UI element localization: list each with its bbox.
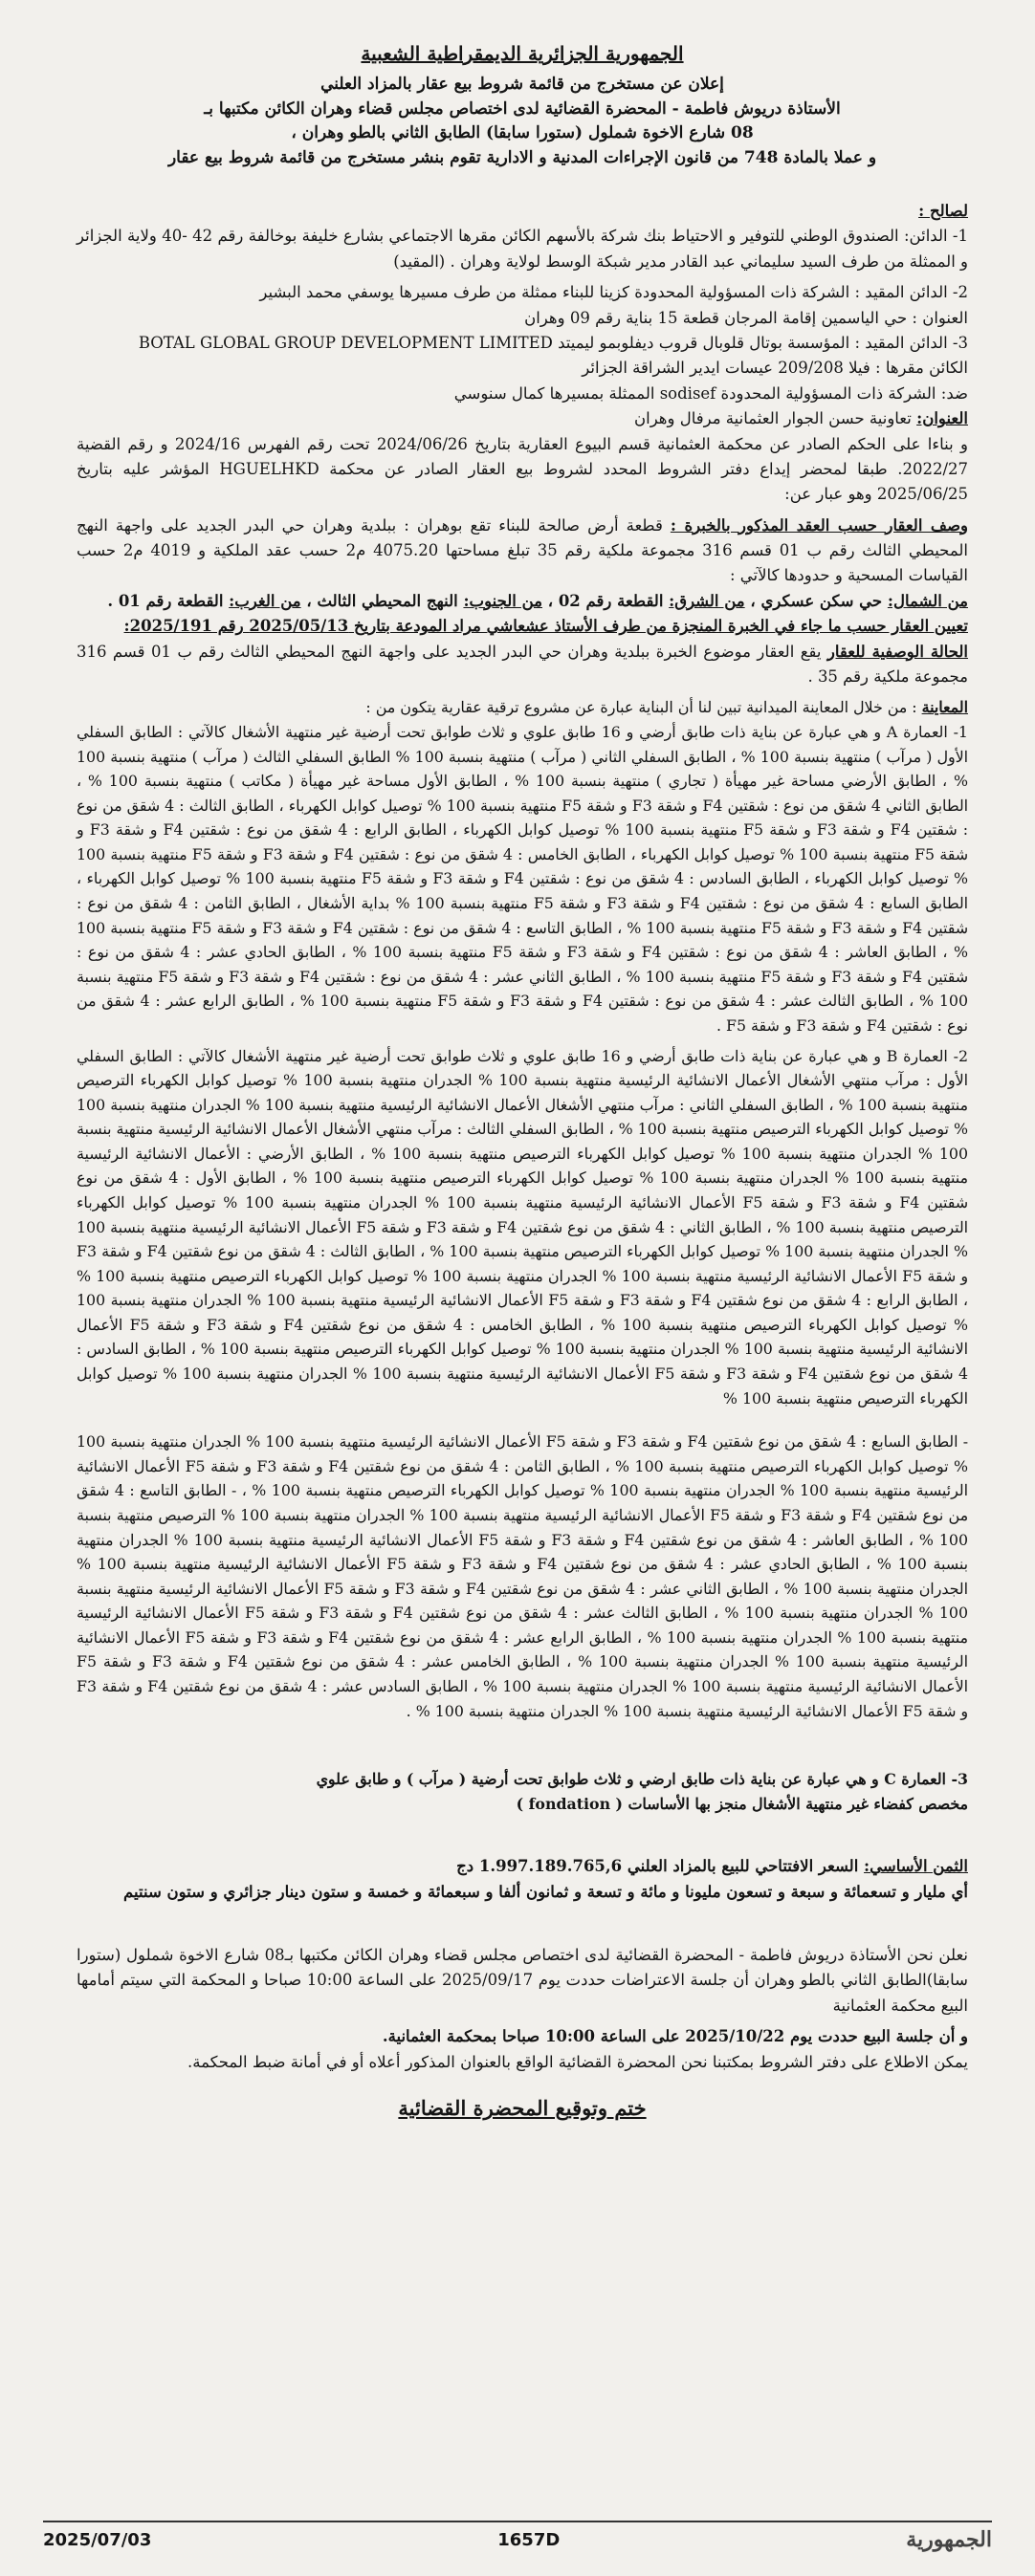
- office-line: الأستاذة دريوش فاطمة - المحضرة القضائية لدى اختصاص مجلس قضاء وهران الكائن مكتبها بـ: [204, 98, 841, 119]
- page-footer: [43, 2521, 992, 2559]
- newspaper-logo: الجمهورية: [906, 2527, 992, 2553]
- price-in-words: أي مليار و تسعمائة و سبعة و تسعون مليونا و مائة و تسعة و ثمانون ألفا و سبعمائة و خمسة و ستون دينار جزائري و ستون سنتيم: [123, 1882, 968, 1901]
- debtor-address-label: العنوان:: [916, 409, 968, 428]
- consultation-note: يمكن الاطلاع على دفتر الشروط بمكتبنا نحن المحضرة القضائية الواقع بالعنوان المذكور أعلاه أو في أمانة ضبط المحكمة.: [187, 2052, 968, 2071]
- description-label: وصف العقار حسب العقد المذكور بالخبرة :: [670, 515, 968, 535]
- building-b-continued: - الطابق السابع : 4 شقق من نوع شقتين F4 و شقة F3 و شقة F5 الأعمال الانشائية الرئيسية منتهية بنسبة 100 % الجدران منتهية بنسبة 100 % توصيل كوابل الكهرباء الترصيص منتهية بنسبة 100 % ، الطابق الثامن : 4 شقق من نوع شقتين F4 و شقة F3 و شقة F5 الأعمال الانشائية الرئيسية منتهية بنسبة 100 % الجدران منتهية بنسبة 100 % توصيل كوابل الكهرباء الترصيص منتهية بنسبة 100 % ، - الطابق التاسع : 4 شقق من نوع شقتين F4 و شقة F3 و شقة F5 الأعمال الانشائية الرئيسية منتهية بنسبة 100 % الجدران منتهية بنسبة 100 % الترصيص منتهية بنسبة 100 % ، الطابق العاشر : 4 شقق من نوع شقتين F4 و شقة F3 و شقة F5 الأعمال الانشائية الرئيسية منتهية بنسبة 100 % الجدران منتهية بنسبة 100 % ، الطابق الحادي عشر : 4 شقق من نوع شقتين F4 و شقة F3 و شقة F5 الأعمال الانشائية الرئيسية منتهية بنسبة 100 % الجدران منتهية بنسبة 100 % ، الطابق الثاني عشر : 4 شقق من نوع شقتين F4 و شقة F3 و شقة F5 الأعمال الانشائية الرئيسية منتهية بنسبة 100 % الجدران منتهية بنسبة 100 % ، الطابق الثالث عشر : 4 شقق من نوع شقتين F4 و شقة F3 و شقة F5 الأعمال الانشائية الرئيسية منتهية بنسبة 100 % الجدران منتهية بنسبة 100 % ، الطابق الرابع عشر : 4 شقق من نوع شقتين F4 و شقة F3 و شقة F5 الأعمال الانشائية الرئيسية منتهية بنسبة 100 % الجدران منتهية بنسبة 100 % ، الطابق الخامس عشر : 4 شقق من نوع شقتين F4 و شقة F3 و شقة F5 الأعمال الانشائية الرئيسية منتهية بنسبة 100 % الجدران منتهية بنسبة 100 % ، الطابق السادس عشر : 4 شقق من نوع شقتين F4 و شقة F3 و شقة F5 الأعمال الانشائية الرئيسية منتهية بنسبة 100 % الجدران منتهية بنسبة 100 % .: [77, 1432, 969, 1720]
- description-text: قطعة أرض صالحة للبناء تقع بوهران : ببلدية وهران حي البدر الجديد على واجهة النهج المحيطي الثالث رقم ب 01 قسم 316 مجموعة ملكية رقم 35 تبلغ مساحتها 4075.20 م2 حسب عقد الملكية و 4019 م2 حسب القياسات المسحية و حدودها كالآتي :: [77, 515, 968, 585]
- creditor-3-address: الكائن مقرها : فيلا 209/208 عيسات ايدير الشراقة الجزائر: [582, 359, 968, 378]
- office-address: 08 شارع الاخوة شملول (ستورا سابقا) الطابق الثاني بالطو وهران ،: [291, 123, 754, 142]
- state-label: الحالة الوصفية للعقار: [826, 642, 969, 661]
- parties-title: لصالح :: [918, 202, 968, 220]
- inspection-section: المعاينة : من خلال المعاينة الميدانية تبين لنا أن البناية عبارة عن مشروع ترقية عقارية يتكون من : 1- العمارة A و هي عبارة عن بناية ذات طابق أرضي و 16 طابق علوي و ثلاث طوابق تحت أرضية غير منتهية الأشغال كالآتي : الطابق السفلي الأول ( مرآب ) منتهية بنسبة 100 % ، الطابق السفلي الثاني ( مرآب ) منتهية بنسبة 100 % الطابق السفلي الثالث ( مرآب ) منتهية بنسبة 100 % ، الطابق الأرضي مساحة غير مهيأة ( تجاري ) منتهية بنسبة 100 % ، الطابق الأول مساحة غير مهيأة ( مكاتب ) منتهية بنسبة 100 % ، الطابق الثاني 4 شقق من نوع : شقتين F4 و شقة F3 و شقة F5 منتهية بنسبة 100 % توصيل كوابل الكهرباء ، الطابق الثالث : 4 شقق من نوع : شقتين F4 و شقة F3 و شقة F5 منتهية بنسبة 100 % توصيل كوابل الكهرباء ، الطابق الرابع : 4 شقق من نوع : شقتين F4 و شقة F3 و شقة F5 منتهية بنسبة 100 % توصيل كوابل الكهرباء ، الطابق الخامس : 4 شقق من نوع : شقتين F4 و شقة F3 و شقة F5 منتهية بنسبة 100 % توصيل كوابل الكهرباء ، الطابق السادس : 4 شقق من نوع : شقتين F4 و شقة F3 و شقة F5 منتهية بنسبة 100 % توصيل كوابل الكهرباء ، الطابق السابع : 4 شقق من نوع : شقتين F4 و شقة F3 و شقة F5 منتهية بنسبة 100 % بداية الأشغال ، الطابق الثامن : 4 شقق من نوع : شقتين F4 و شقة F3 و شقة F5 منتهية بنسبة 100 % ، الطابق التاسع : 4 شقق من نوع : شقتين F4 و شقة F3 و شقة F5 منتهية بنسبة 100 % ، الطابق العاشر : 4 شقق من نوع : شقتين F4 و شقة F3 و شقة F5 منتهية بنسبة 100 % ، الطابق الحادي عشر : 4 شقق من نوع : شقتين F4 و شقة F3 و شقة F5 منتهية بنسبة 100 % ، الطابق الثاني عشر : 4 شقق من نوع : شقتين F4 و شقة F3 و شقة F5 منتهية بنسبة 100 % ، الطابق الثالث عشر : 4 شقق من نوع : شقتين F4 و شقة F3 و شقة F5 منتهية بنسبة 100 % ، الطابق الرابع عشر : 4 شقق من نوع : شقتين F4 و شقة F3 و شقة F5 . 2- العمارة B و هي عبارة عن بناية ذات طابق أرضي و 16 طابق علوي و ثلاث طوابق تحت أرضية غير منتهية الأشغال كالآتي : الطابق السفلي الأول : مرآب منتهي الأشغال الأعمال الانشائية الرئيسية منتهية بنسبة 100 % الجدران منتهية بنسبة 100 % توصيل كوابل الكهرباء الترصيص منتهية بنسبة 100 % ، الطابق السفلي الثاني : مرآب منتهي الأشغال الأعمال الانشائية الرئيسية منتهية بنسبة 100 % الجدران منتهية بنسبة 100 % توصيل كوابل الكهرباء الترصيص منتهية بنسبة 100 % ، الطابق السفلي الثالث : مرآب منتهي الأشغال الأعمال الانشائية الرئيسية منتهية بنسبة 100 % الجدران منتهية بنسبة 100 % توصيل كوابل الكهرباء الترصيص منتهية بنسبة 100 % ، الطابق الأرضي : الأعمال الانشائية الرئيسية منتهية بنسبة 100 % الجدران منتهية بنسبة 100 % توصيل كوابل الكهرباء الترصيص منتهية بنسبة 100 % ، الطابق الأول : 4 شقق من نوع شقتين F4 و شقة F3 و شقة F5 الأعمال الانشائية الرئيسية منتهية بنسبة 100 % الجدران منتهية بنسبة 100 % توصيل كوابل الكهرباء الترصيص منتهية بنسبة 100 % ، الطابق الثاني : 4 شقق من نوع شقتين F4 و شقة F3 و شقة F5 الأعمال الانشائية الرئيسية منتهية بنسبة 100 % الجدران منتهية بنسبة 100 % توصيل كوابل الكهرباء الترصيص منتهية بنسبة 100 % ، الطابق الثالث : 4 شقق من نوع شقتين F4 و شقة F3 و شقة F5 الأعمال الانشائية الرئيسية منتهية بنسبة 100 % الجدران منتهية بنسبة 100 % توصيل كوابل الكهرباء الترصيص منتهية بنسبة 100 % ، الطابق الرابع : 4 شقق من نوع شقتين F4 و شقة F3 و شقة F5 الأعمال الانشائية الرئيسية منتهية بنسبة 100 % الجدران منتهية بنسبة 100 % توصيل كوابل الكهرباء الترصيص منتهية بنسبة 100 % ، الطابق الخامس : 4 شقق من نوع شقتين F4 و شقة F3 و شقة F5 الأعمال الانشائية الرئيسية منتهية بنسبة 100 % الجدران منتهية بنسبة 100 % توصيل كوابل الكهرباء الترصيص منتهية بنسبة 100 % ، الطابق السادس : 4 شقق من نوع شقتين F4 و شقة F3 و شقة F5 الأعمال الانشائية الرئيسية منتهية بنسبة 100 % الجدران منتهية بنسبة 100 % توصيل كوابل الكهرباء الترصيص منتهية بنسبة 100 % - الطابق السابع : 4 شقق من نوع شقتين F4 و شقة F3 و شقة F5 الأعمال الانشائية الرئيسية منتهية بنسبة 100 % الجدران منتهية بنسبة 100 % توصيل كوابل الكهرباء الترصيص منتهية بنسبة 100 % ، الطابق الثامن : 4 شقق من نوع شقتين F4 و شقة F3 و شقة F5 الأعمال الانشائية الرئيسية منتهية بنسبة 100 % الجدران منتهية بنسبة 100 % توصيل كوابل الكهرباء الترصيص منتهية بنسبة 100 % ، - الطابق التاسع : 4 شقق من نوع شقتين F4 و شقة F3 و شقة F5 الأعمال الانشائية الرئيسية منتهية بنسبة 100 % الجدران منتهية بنسبة 100 % الترصيص منتهية بنسبة 100 % ، الطابق العاشر : 4 شقق من نوع شقتين F4 و شقة F3 و شقة F5 الأعمال الانشائية الرئيسية منتهية بنسبة 100 % الجدران منتهية بنسبة 100 % ، الطابق الحادي عشر : 4 شقق من نوع شقتين F4 و شقة F3 و شقة F5 الأعمال الانشائية الرئيسية منتهية بنسبة 100 % الجدران منتهية بنسبة 100 % ، الطابق الثاني عشر : 4 شقق من نوع شقتين F4 و شقة F3 و شقة F5 الأعمال الانشائية الرئيسية منتهية بنسبة 100 % الجدران منتهية بنسبة 100 % ، الطابق الثالث عشر : 4 شقق من نوع شقتين F4 و شقة F3 و شقة F5 الأعمال الانشائية الرئيسية منتهية بنسبة 100 % الجدران منتهية بنسبة 100 % ، الطابق الرابع عشر : 4 شقق من نوع شقتين F4 و شقة F3 و شقة F5 الأعمال الانشائية الرئيسية منتهية بنسبة 100 % الجدران منتهية بنسبة 100 % ، الطابق الخامس عشر : 4 شقق من نوع شقتين F4 و شقة F3 و شقة F5 الأعمال الانشائية الرئيسية منتهية بنسبة 100 % الجدران منتهية بنسبة 100 % ، الطابق السادس عشر : 4 شقق من نوع شقتين F4 و شقة F3 و شقة F5 الأعمال الانشائية الرئيسية منتهية بنسبة 100 % الجدران منتهية بنسبة 100 % . 3- العمارة C و هي عبارة عن بناية ذات طابق ارضي و ثلاث طوابق تحت أرضية ( مرآب ) و طابق علوي مخصص كفضاء غير منتهية الأشغال منجز بها الأساسات ( fondation ): [77, 695, 968, 1816]
- signature-line: ختم وتوقيع المحضرة القضائية: [398, 2096, 647, 2121]
- west-value: القطعة رقم 01 .: [107, 591, 224, 610]
- inspection-intro: من خلال المعاينة الميدانية تبين لنا أن البناية عبارة عن مشروع ترقية عقارية يتكون من :: [365, 698, 908, 717]
- north-value: حي سكن عسكري: [760, 591, 883, 610]
- east-value: القطعة رقم 02: [558, 591, 664, 610]
- legal-article-line: و عملا بالمادة 748 من قانون الإجراءات المدنية و الادارية تقوم بنشر مستخرج من قائمة شروط بيع عقار: [167, 147, 877, 167]
- property-boundaries: من الشمال: حي سكن عسكري ، من الشرق: القطعة رقم 02 ، من الجنوب: النهج المحيطي الثالث ، من الغرب: القطعة رقم 01 .: [107, 591, 968, 610]
- state-text: يقع العقار موضوع الخبرة ببلدية وهران حي البدر الجديد على واجهة النهج المحيطي الثالث رقم ب 01 قسم 316 مجموعة ملكية رقم 35 .: [77, 642, 968, 687]
- debtor-address-value: تعاونية حسن الجوار العثمانية مرفال وهران: [634, 409, 912, 428]
- creditor-2: 2- الدائن المقيد : الشركة ذات المسؤولية المحدودة كزينا للبناء ممثلة من طرف مسيرها يوسفي محمد البشير: [259, 283, 968, 302]
- creditor-3: 3- الدائن المقيد : المؤسسة بوتال قلوبال قروب ديفلوبمو ليميتد BOTAL GLOBAL GROUP DEVELOPMENT LIMITED: [138, 333, 968, 352]
- creditor-2-address: العنوان : حي الياسمين إقامة المرجان قطعة 15 بناية رقم 09 وهران: [524, 308, 968, 327]
- west-label: من الغرب:: [229, 591, 301, 610]
- hearing-notice: نعلن نحن الأستاذة دريوش فاطمة - المحضرة القضائية لدى اختصاص مجلس قضاء وهران الكائن مكتبها بـ08 شارع الاخوة شملول (ستورا سابقا)الطابق الثاني بالطو وهران أن جلسة الاعتراضات حددت يوم 2025/09/17 على الساعة 10:00 صباحا و المحكمة التي سيتم أمامها البيع محكمة العثمانية: [77, 1946, 968, 2015]
- ad-code: 1657D: [497, 2529, 561, 2550]
- property-state: [77, 640, 968, 690]
- ruling-paragraph: و بناءا على الحكم الصادر عن محكمة العثمانية قسم البيوع العقارية بتاريخ 2024/06/26 تحت رقم الفهرس 2024/16 و رقم القضية 2022/27. طبقا لمحضر إيداع دفتر الشروط المحدد لشروط بيع العقار الصادر عن محكمة HGUELHKD المؤشر عليه بتاريخ 2025/06/25 وهو عبار عن:: [77, 434, 968, 504]
- property-description: [77, 513, 968, 589]
- publication-date: 2025/07/03: [43, 2529, 152, 2550]
- inspection-label: المعاينة: [921, 698, 968, 717]
- north-label: من الشمال:: [887, 591, 968, 610]
- building-c-foundation: مخصص كفضاء غير منتهية الأشغال منجز بها الأساسات ( fondation ): [516, 1794, 968, 1813]
- announce-title: إعلان عن مستخرج من قائمة شروط بيع عقار بالمزاد العلني: [320, 75, 724, 94]
- creditor-1: 1- الدائن: الصندوق الوطني للتوفير و الاحتياط بنك شركة بالأسهم الكائن مقرها الاجتماعي بشارع خليفة بوخالفة رقم 42 -40 ولاية الجزائر و الممثلة من طرف السيد سليماني عبد القادر مدير شبكة الوسط لولاية وهران . (المقيد): [77, 227, 968, 271]
- debtor: ضد: الشركة ذات المسؤولية المحدودة sodisef الممثلة بمسيرها كمال سنوسي: [453, 383, 968, 403]
- closing-section: [77, 1943, 968, 2125]
- south-value: النهج المحيطي الثالث: [317, 591, 458, 610]
- sale-date: و أن جلسة البيع حددت يوم 2025/10/22 على الساعة 10:00 صباحا بمحكمة العثمانية.: [382, 2027, 968, 2046]
- building-a: 1- العمارة A و هي عبارة عن بناية ذات طابق أرضي و 16 طابق علوي و ثلاث طوابق تحت أرضية غير منتهية الأشغال كالآتي : الطابق السفلي الأول ( مرآب ) منتهية بنسبة 100 % ، الطابق السفلي الثاني ( مرآب ) منتهية بنسبة 100 % الطابق السفلي الثالث ( مرآب ) منتهية بنسبة 100 % ، الطابق الأرضي مساحة غير مهيأة ( تجاري ) منتهية بنسبة 100 % ، الطابق الأول مساحة غير مهيأة ( مكاتب ) منتهية بنسبة 100 % ، الطابق الثاني 4 شقق من نوع : شقتين F4 و شقة F3 و شقة F5 منتهية بنسبة 100 % توصيل كوابل الكهرباء ، الطابق الثالث : 4 شقق من نوع : شقتين F4 و شقة F3 و شقة F5 منتهية بنسبة 100 % توصيل كوابل الكهرباء ، الطابق الرابع : 4 شقق من نوع : شقتين F4 و شقة F3 و شقة F5 منتهية بنسبة 100 % توصيل كوابل الكهرباء ، الطابق الخامس : 4 شقق من نوع : شقتين F4 و شقة F3 و شقة F5 منتهية بنسبة 100 % توصيل كوابل الكهرباء ، الطابق السادس : 4 شقق من نوع : شقتين F4 و شقة F3 و شقة F5 منتهية بنسبة 100 % توصيل كوابل الكهرباء ، الطابق السابع : 4 شقق من نوع : شقتين F4 و شقة F3 و شقة F5 منتهية بنسبة 100 % بداية الأشغال ، الطابق الثامن : 4 شقق من نوع : شقتين F4 و شقة F3 و شقة F5 منتهية بنسبة 100 % ، الطابق التاسع : 4 شقق من نوع : شقتين F4 و شقة F3 و شقة F5 منتهية بنسبة 100 % ، الطابق العاشر : 4 شقق من نوع : شقتين F4 و شقة F3 و شقة F5 منتهية بنسبة 100 % ، الطابق الحادي عشر : 4 شقق من نوع : شقتين F4 و شقة F3 و شقة F5 منتهية بنسبة 100 % ، الطابق الثاني عشر : 4 شقق من نوع : شقتين F4 و شقة F3 و شقة F5 منتهية بنسبة 100 % ، الطابق الثالث عشر : 4 شقق من نوع : شقتين F4 و شقة F3 و شقة F5 منتهية بنسبة 100 % ، الطابق الرابع عشر : 4 شقق من نوع : شقتين F4 و شقة F3 و شقة F5 .: [77, 723, 969, 1035]
- parties-section: [77, 199, 968, 432]
- building-c: 3- العمارة C و هي عبارة عن بناية ذات طابق ارضي و ثلاث طوابق تحت أرضية ( مرآب ) و طابق علوي: [316, 1770, 968, 1789]
- south-label: من الجنوب:: [463, 591, 542, 610]
- price-value: السعر الافتتاحي للبيع بالمزاد العلني 1.997.189.765,6 دج: [456, 1857, 859, 1876]
- price-label: الثمن الأساسي:: [864, 1857, 968, 1876]
- expertise-appointment: تعيين العقار حسب ما جاء في الخبرة المنجزة من طرف الأستاذ عشعاشي مراد المودعة بتاريخ 2025/05/13 رقم 2025/191:: [123, 617, 968, 636]
- debtor-address: [77, 406, 968, 431]
- building-b: 2- العمارة B و هي عبارة عن بناية ذات طابق أرضي و 16 طابق علوي و ثلاث طوابق تحت أرضية غير منتهية الأشغال كالآتي : الطابق السفلي الأول : مرآب منتهي الأشغال الأعمال الانشائية الرئيسية منتهية بنسبة 100 % الجدران منتهية بنسبة 100 % توصيل كوابل الكهرباء الترصيص منتهية بنسبة 100 % ، الطابق السفلي الثاني : مرآب منتهي الأشغال الأعمال الانشائية الرئيسية منتهية بنسبة 100 % الجدران منتهية بنسبة 100 % توصيل كوابل الكهرباء الترصيص منتهية بنسبة 100 % ، الطابق السفلي الثالث : مرآب منتهي الأشغال الأعمال الانشائية الرئيسية منتهية بنسبة 100 % الجدران منتهية بنسبة 100 % توصيل كوابل الكهرباء الترصيص منتهية بنسبة 100 % ، الطابق الأرضي : الأعمال الانشائية الرئيسية منتهية بنسبة 100 % الجدران منتهية بنسبة 100 % توصيل كوابل الكهرباء الترصيص منتهية بنسبة 100 % ، الطابق الأول : 4 شقق من نوع شقتين F4 و شقة F3 و شقة F5 الأعمال الانشائية الرئيسية منتهية بنسبة 100 % الجدران منتهية بنسبة 100 % توصيل كوابل الكهرباء الترصيص منتهية بنسبة 100 % ، الطابق الثاني : 4 شقق من نوع شقتين F4 و شقة F3 و شقة F5 الأعمال الانشائية الرئيسية منتهية بنسبة 100 % الجدران منتهية بنسبة 100 % توصيل كوابل الكهرباء الترصيص منتهية بنسبة 100 % ، الطابق الثالث : 4 شقق من نوع شقتين F4 و شقة F3 و شقة F5 الأعمال الانشائية الرئيسية منتهية بنسبة 100 % الجدران منتهية بنسبة 100 % توصيل كوابل الكهرباء الترصيص منتهية بنسبة 100 % ، الطابق الرابع : 4 شقق من نوع شقتين F4 و شقة F3 و شقة F5 الأعمال الانشائية الرئيسية منتهية بنسبة 100 % الجدران منتهية بنسبة 100 % توصيل كوابل الكهرباء الترصيص منتهية بنسبة 100 % ، الطابق الخامس : 4 شقق من نوع شقتين F4 و شقة F3 و شقة F5 الأعمال الانشائية الرئيسية منتهية بنسبة 100 % الجدران منتهية بنسبة 100 % توصيل كوابل الكهرباء الترصيص منتهية بنسبة 100 % ، الطابق السادس : 4 شقق من نوع شقتين F4 و شقة F3 و شقة F5 الأعمال الانشائية الرئيسية منتهية بنسبة 100 % الجدران منتهية بنسبة 100 % توصيل كوابل الكهرباء الترصيص منتهية بنسبة 100 %: [77, 1046, 969, 1408]
- price-section: [77, 1854, 968, 1905]
- republic-heading: الجمهورية الجزائرية الديمقراطية الشعبية: [361, 42, 684, 65]
- east-label: من الشرق:: [669, 591, 745, 610]
